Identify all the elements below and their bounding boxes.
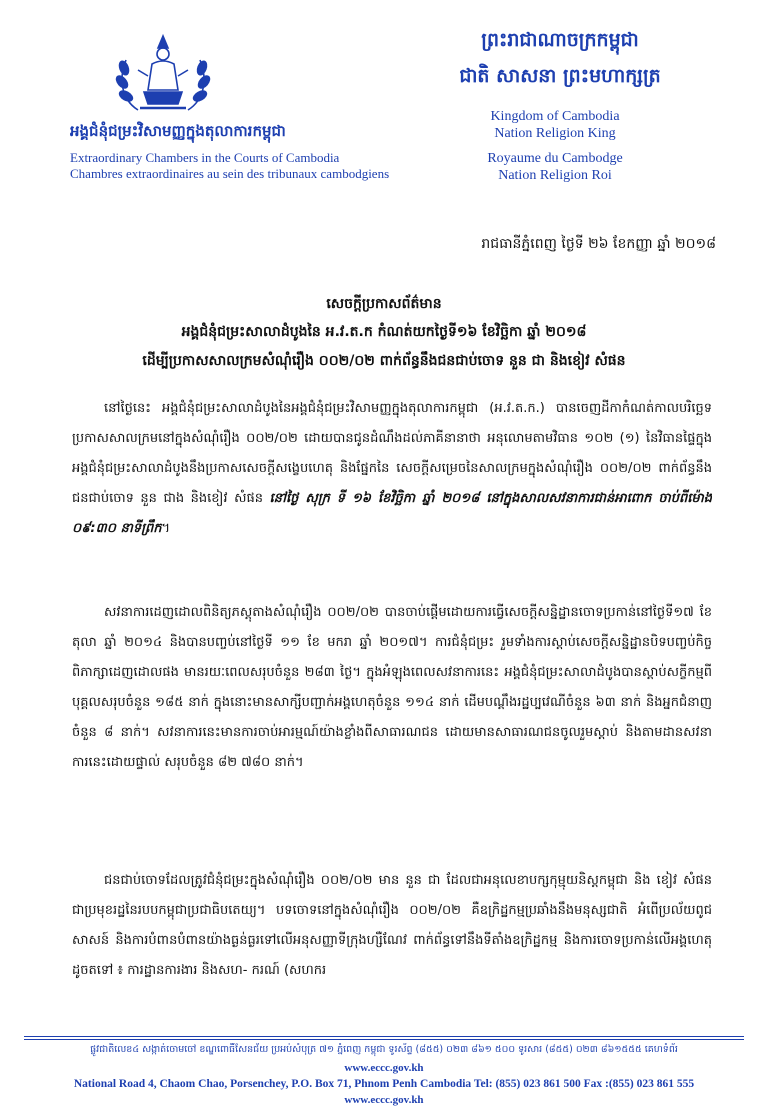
- footer-address-english: National Road 4, Chaom Chao, Porsenchey, P.O. Box 71, Phnom Penh Cambodia Tel: (855) 023 861 500 Fax :(855) 023 861 555: [73, 1078, 695, 1090]
- org-name-french: Chambres extraordinaires au sein des tribunaux cambodgiens: [70, 166, 390, 181]
- date-line: រាជធានីភ្នំពេញ ថ្ងៃទី ២៦ ខែកញ្ញា ឆ្នាំ ២០១៨: [481, 236, 716, 252]
- motto-english: Nation Religion King: [494, 126, 616, 141]
- footer-address-khmer: ផ្លូវជាតិលេខ៤ សង្កាត់ចោមចៅ ខណ្ឌពោធិ៍សែនជ័យ ប្រអប់សំបុត្រ ៧១ ភ្នំពេញ កម្ពុជា ទូរស័ព្ទ (៨៥៥) ០២៣ ៨៦១ ៥០០ ទូរសារ (៨៥៥) ០២៣ ៨៦១៥៥៥ គេហទំព័រ: [90, 1044, 678, 1055]
- kingdom-french: Royaume du Cambodge: [487, 151, 623, 166]
- footer-divider: [24, 1036, 744, 1037]
- org-name-khmer: អង្គជំនុំជម្រះវិសាមញ្ញក្នុងតុលាការកម្ពុជា: [70, 122, 286, 140]
- motto-french: Nation Religion Roi: [498, 168, 612, 183]
- title-press-release: សេចក្តីប្រកាសព័ត៌មាន: [326, 296, 442, 312]
- eccc-emblem-icon: [108, 30, 218, 125]
- footer-website-link[interactable]: www.eccc.gov.kh: [344, 1062, 424, 1074]
- kingdom-english: Kingdom of Cambodia: [490, 109, 620, 124]
- footer-divider: [24, 1039, 744, 1040]
- org-name-english: Extraordinary Chambers in the Courts of Cambodia: [70, 150, 340, 165]
- paragraph-2: សវនាការដេញដោលពិនិត្យភស្តុតាងសំណុំរឿង ០០២/០២ បានចាប់ផ្តើមដោយការធ្វើសេចក្តីសន្និដ្ឋានចោទប្រកាន់នៅថ្ងៃទី១៧ ខែ តុលា ឆ្នាំ ២០១៤ និងបានបញ្ចប់នៅថ្ងៃទី ១១ ខែ មករា ឆ្នាំ ២០១៧។ ការជំនុំជម្រះ រួមទាំងការស្តាប់សេចក្តីសន្និដ្ឋានបិទបញ្ចប់កិច្ចពិភាក្សាដេញដោលផង មានរយៈពេលសរុបចំនួន ២៨៣ ថ្ងៃ។ ក្នុងអំឡុងពេលសវនាការនេះ អង្គជំនុំជម្រះសាលាដំបូងបានស្តាប់សក្ខីកម្មពីបុគ្គលសរុបចំនួន ១៨៥ នាក់ ក្នុងនោះមានសាក្សីបញ្ជាក់អង្គហេតុចំនួន ១១៤ នាក់ ដើមបណ្តឹងរដ្ឋប្បវេណីចំនួន ៦៣ នាក់ និងអ្នកជំនាញចំនួន ៨ នាក់។ សវនាការនេះមានការចាប់អារម្មណ៍យ៉ាងខ្លាំងពីសាធារណជន ដោយមានសាធារណជនចូលរួមស្តាប់ និងតាមដានសវនាការនេះដោយផ្ទាល់ សរុបចំនួន ៨២ ៧៨០ នាក់។: [72, 605, 712, 770]
- paragraph-3: ជនជាប់ចោទដែលត្រូវជំនុំជម្រះក្នុងសំណុំរឿង ០០២/០២ មាន នួន ជា ដែលជាអនុលេខាបក្សកុម្មុយនិស្តកម្ពុជា និង ខៀវ សំផន ជាប្រមុខរដ្ឋនៃរបបកម្ពុជាប្រជាធិបតេយ្យ។ បទចោទនៅក្នុងសំណុំរឿង ០០២/០២ គឺឧក្រិដ្ឋកម្មប្រឆាំងនឹងមនុស្សជាតិ អំពើប្រល័យពូជសាសន៍ និងការបំពានបំពានយ៉ាងធ្ងន់ធ្ងរទៅលើអនុសញ្ញាទីក្រុងហ្សឺណែវ ពាក់ព័ន្ធទៅនឹងទីតាំងឧក្រិដ្ឋកម្ម និងការចោទប្រកាន់លើអង្គហេតុដូចតទៅ ៖ ការដ្ឋានការងារ និងសហ- ករណ៍ (សហករ: [72, 873, 712, 978]
- motto-khmer: ជាតិ សាសនា ព្រះមហាក្សត្រ: [459, 65, 661, 87]
- kingdom-title-khmer: ព្រះរាជាណាចក្រកម្ពុជា: [481, 29, 639, 51]
- paragraph-1-text: នៅថ្ងៃនេះ អង្គជំនុំជម្រះសាលាដំបូងនៃអង្គជំនុំជម្រះវិសាមញ្ញក្នុងតុលាការកម្ពុជា (អ.វ.ត.ក.) បានចេញដីកាកំណត់កាលបរិច្ឆេទប្រកាសសាលក្រមនៅក្នុងសំណុំរឿង ០០២/០២ ដោយបានជូនដំណឹងដល់ភាគីនានាថា អនុលោមតាមវិធាន ១០២ (១) នៃវិធានផ្ទៃក្នុង អង្គជំនុំជម្រះសាលាដំបូងនឹងប្រកាសសេចក្តីសង្ខេបហេតុ និងផ្នែកនៃ សេចក្តីសម្រេចនៃសាលក្រមក្នុងសំណុំរឿង ០០២/០២ ពាក់ព័ន្ធនឹងជនជាប់ចោទ នួន ជាង និងខៀវ សំផន: [72, 401, 712, 506]
- paragraph-1-emphasis: នៅថ្ងៃ សុក្រ ទី ១៦ ខែវិច្ឆិកា ឆ្នាំ ២០១៨ នៅក្នុងសាលសវនាការជាន់អាពោក ចាប់ពីម៉ោង ០៩:៣០ នាទីព្រឹក: [72, 491, 712, 536]
- paragraph-1-end: ។: [161, 521, 171, 536]
- title-subject: អង្គជំនុំជម្រះសាលាដំបូងនៃ អ.វ.ត.ក កំណត់យកថ្ងៃទី១៦ ខែវិច្ឆិកា ឆ្នាំ ២០១៨: [181, 324, 587, 340]
- kingdom-motto-block: [450, 108, 660, 184]
- title-case: ដើម្បីប្រកាសសាលក្រមសំណុំរឿង ០០២/០២ ពាក់ព័ន្ធនឹងជនជាប់ចោទ នួន ជា និងខៀវ សំផន: [142, 353, 626, 369]
- footer-website-link-bottom[interactable]: www.eccc.gov.kh: [344, 1094, 424, 1106]
- paragraph-1: [72, 394, 712, 574]
